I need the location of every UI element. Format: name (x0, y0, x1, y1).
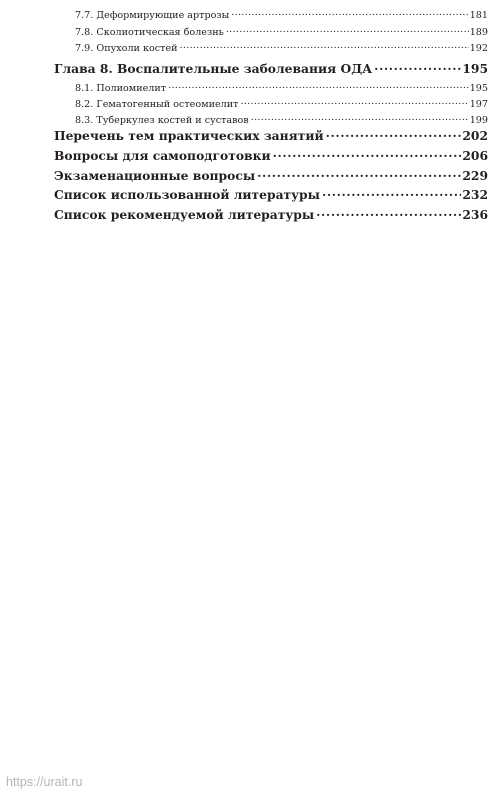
dot-leader (326, 128, 462, 140)
toc-entry-7-9[interactable] (75, 41, 488, 54)
toc-entry-title: 7.7. Деформирующие артрозы (75, 9, 230, 21)
dot-leader (322, 187, 461, 199)
toc-entry-page: 195 (462, 61, 488, 77)
toc-entry-8-2[interactable] (75, 97, 488, 110)
dot-leader (251, 113, 469, 123)
toc-entry-page: 181 (469, 9, 488, 21)
toc-entry-page: 197 (469, 98, 488, 110)
dot-leader (180, 41, 469, 51)
dot-leader (273, 148, 462, 160)
toc-exam-questions[interactable] (54, 168, 488, 183)
toc-entry-8-1[interactable] (75, 81, 488, 94)
toc-entry-title: 8.2. Гематогенный остеомиелит (75, 98, 239, 110)
dot-leader (240, 97, 468, 107)
watermark-url: https://urait.ru (6, 775, 83, 789)
toc-entry-page: 195 (469, 82, 488, 94)
dot-leader (226, 25, 469, 35)
toc-entry-page: 229 (462, 168, 488, 184)
toc-entry-title: Список использованной литературы (54, 187, 320, 203)
toc-entry-title: 7.8. Сколиотическая болезнь (75, 26, 224, 38)
toc-entry-7-7[interactable] (75, 8, 488, 21)
toc-entry-title: 7.9. Опухоли костей (75, 42, 178, 54)
dot-leader (168, 81, 469, 91)
dot-leader (257, 168, 461, 180)
toc-entry-page: 236 (462, 207, 488, 223)
toc-recommended-reading[interactable] (54, 207, 488, 222)
toc-entry-page: 232 (462, 187, 488, 203)
toc-entry-title: 8.1. Полиомиелит (75, 82, 167, 94)
toc-entry-title: Список рекомендуемой литературы (54, 207, 315, 223)
toc-entry-title: Экзаменационные вопросы (54, 168, 256, 184)
toc-entry-title: Глава 8. Воспалительные заболевания ОДА (54, 61, 373, 77)
toc-entry-page: 202 (462, 128, 488, 144)
toc-entry-7-8[interactable] (75, 25, 488, 38)
toc-entry-page: 189 (469, 26, 488, 38)
toc-entry-title: Вопросы для самоподготовки (54, 148, 271, 164)
toc-entry-page: 192 (469, 42, 488, 54)
toc-entry-page: 206 (462, 148, 488, 164)
toc-practical-topics[interactable] (54, 128, 488, 143)
toc-entry-page: 199 (469, 114, 488, 126)
toc-references-used[interactable] (54, 187, 488, 202)
toc-chapter-8[interactable] (54, 61, 488, 76)
dot-leader (316, 207, 461, 219)
toc-self-study-questions[interactable] (54, 148, 488, 163)
toc-entry-8-3[interactable] (75, 113, 488, 126)
toc-entry-title: 8.3. Туберкулез костей и суставов (75, 114, 249, 126)
dot-leader (231, 8, 468, 18)
toc-entry-title: Перечень тем практических занятий (54, 128, 324, 144)
dot-leader (374, 61, 461, 73)
